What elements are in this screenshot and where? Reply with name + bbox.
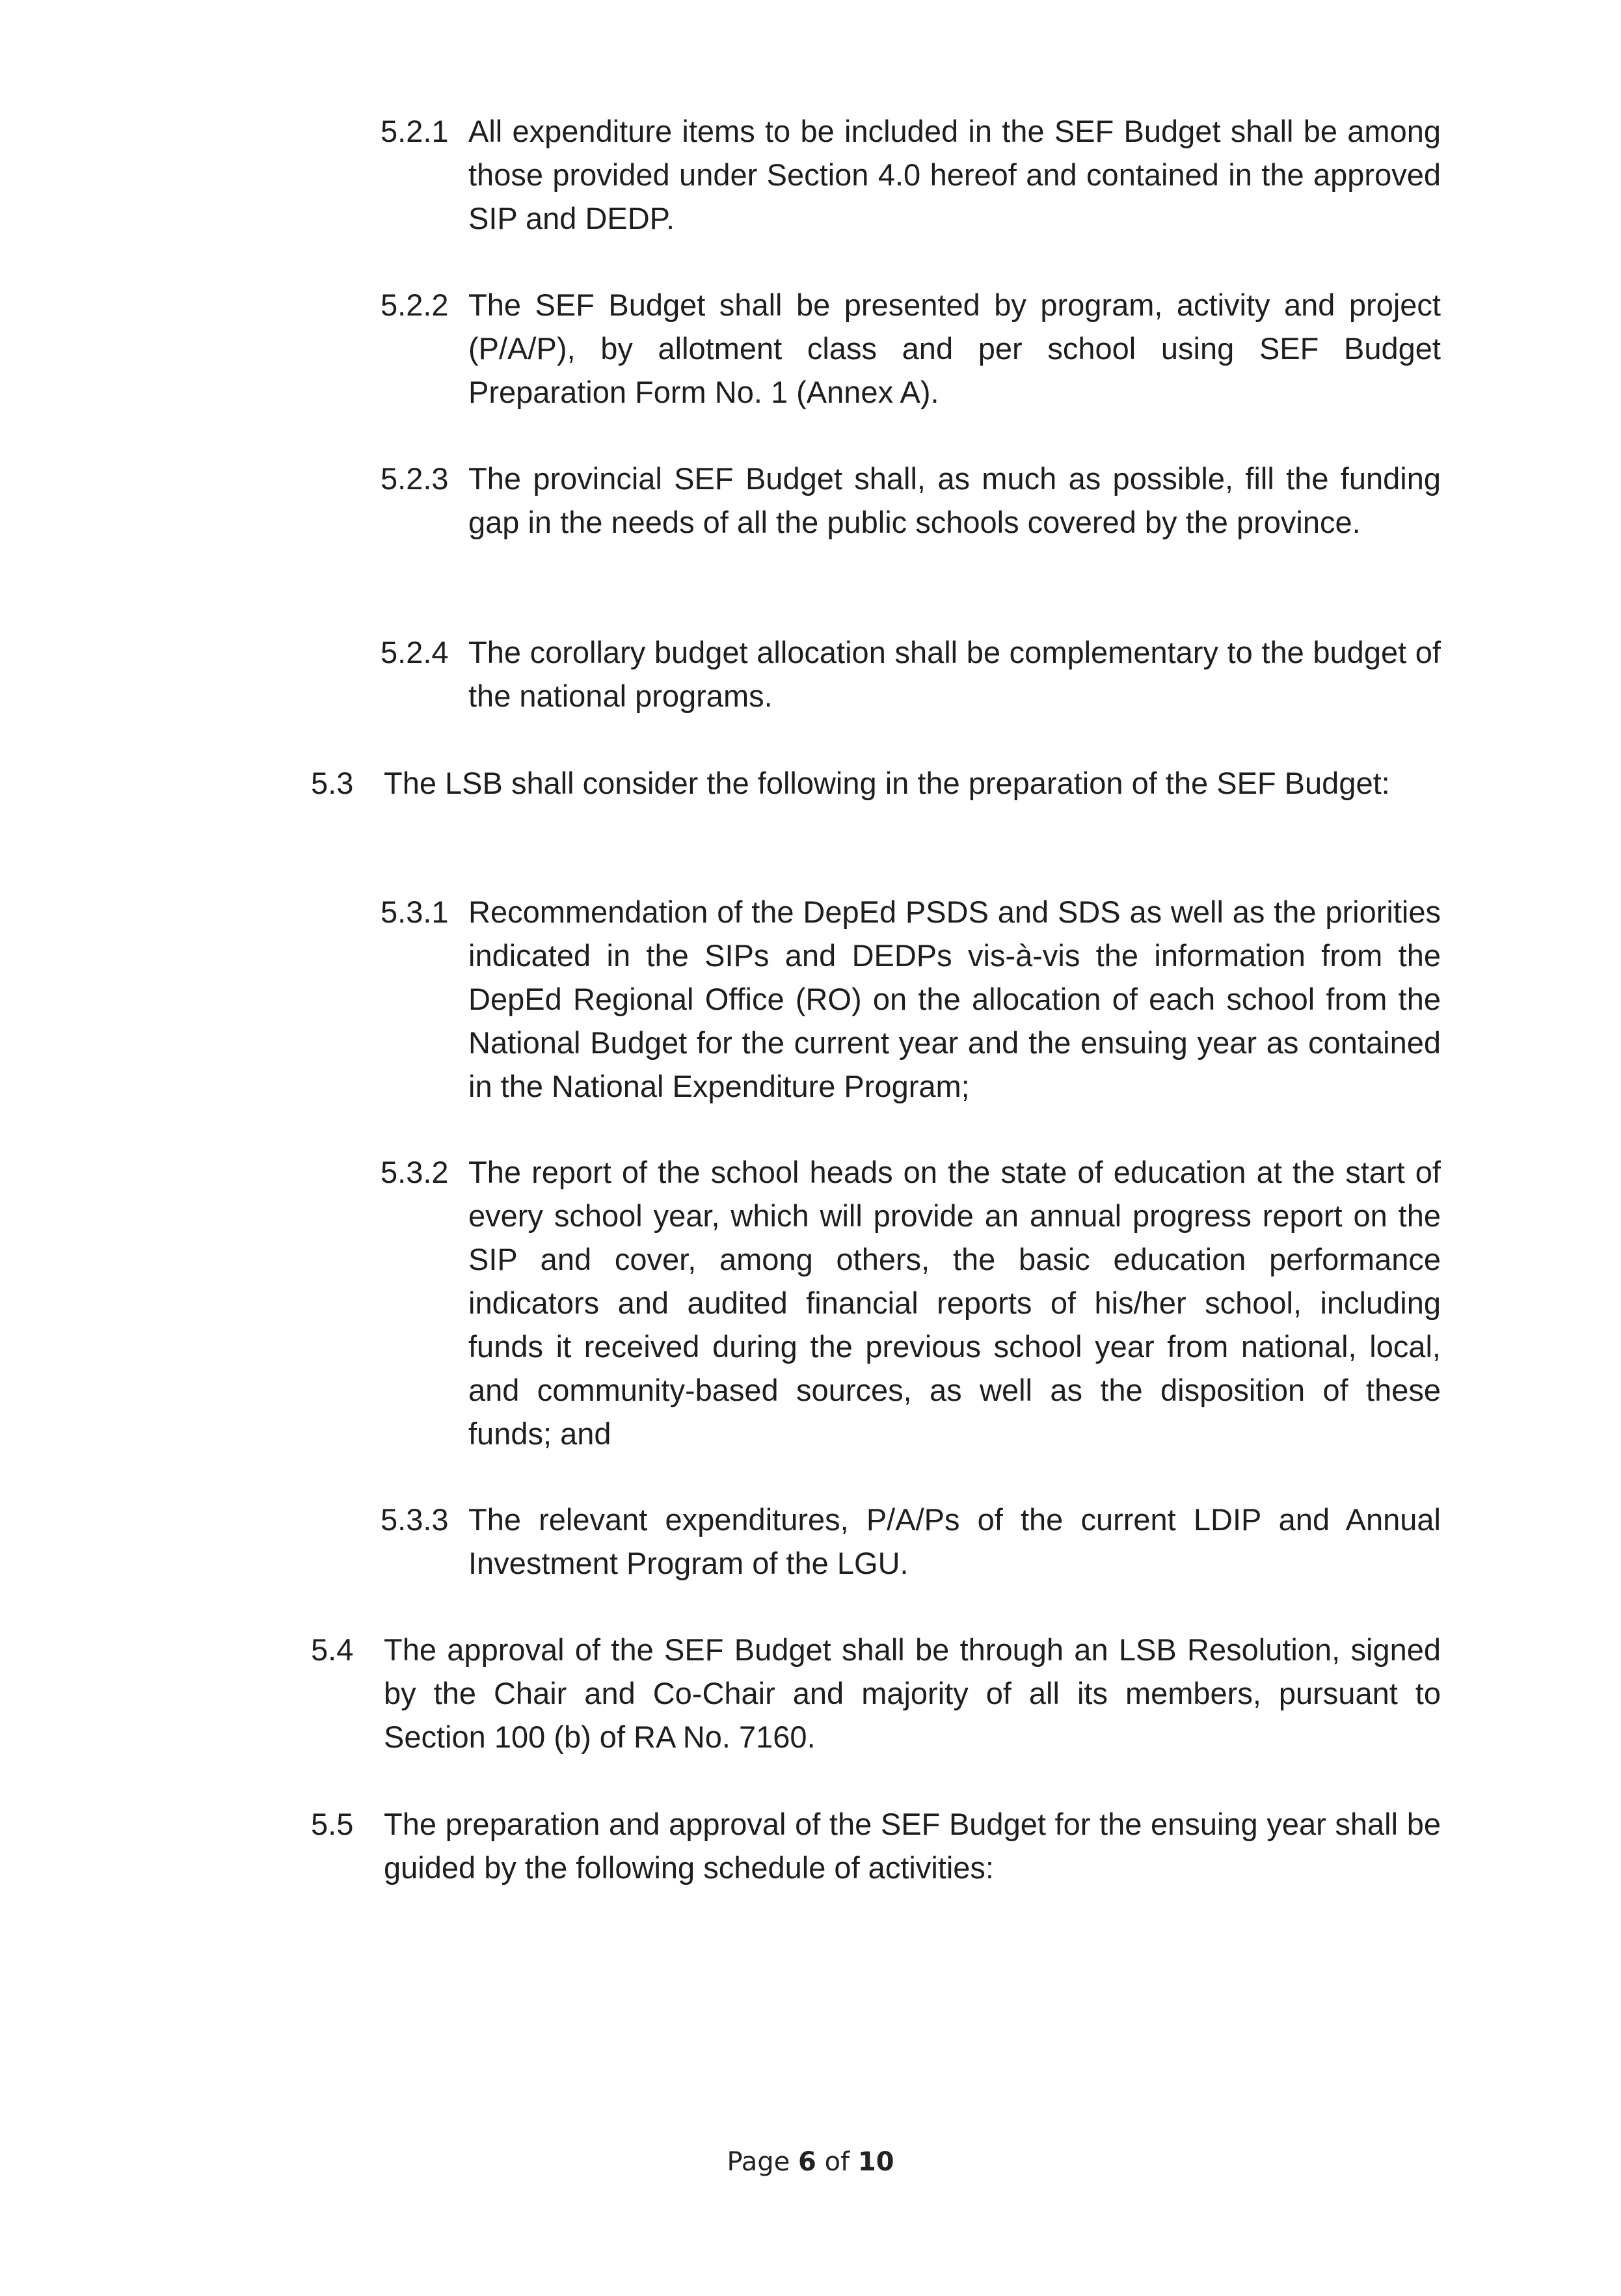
- item-text: The preparation and approval of the SEF Budget for the ensuing year shall be guided by the following schedule of activities:: [384, 1807, 1441, 1885]
- item-text: The SEF Budget shall be presented by program, activity and project (P/A/P), by allotment class and per school using SEF Budget Preparation Form No. 1 (Annex A).: [468, 288, 1441, 409]
- item-text: The corollary budget allocation shall be complementary to the budget of the national programs.: [468, 635, 1441, 713]
- item-number: 5.2.2: [381, 288, 449, 322]
- section-5-3-3: [381, 1498, 1441, 1585]
- item-text: The provincial SEF Budget shall, as much as possible, fill the funding gap in the needs of all the public schools covered by the province.: [468, 461, 1441, 539]
- section-5-2-3: [381, 457, 1441, 544]
- item-text: All expenditure items to be included in the SEF Budget shall be among those provided under Section 4.0 hereof and contained in the approved SIP and DEDP.: [468, 114, 1441, 236]
- item-number: 5.3: [311, 766, 354, 800]
- item-text: Recommendation of the DepEd PSDS and SDS as well as the priorities indicated in the SIPs and DEDPs vis-à-vis the information from the DepEd Regional Office (RO) on the allocation of each school from the National Budget for the current year and the ensuing year as contained in the National Expenditure Program;: [468, 895, 1441, 1103]
- section-5-5: [311, 1802, 1441, 1889]
- item-number: 5.3.1: [381, 895, 449, 929]
- item-text: The report of the school heads on the state of education at the start of every school year, which will provide an annual progress report on the SIP and cover, among others, the basic education performance indicators and audited financial reports of his/her school, including funds it received during the previous school year from national, local, and community-based sources, as well as the disposition of these funds; and: [468, 1155, 1441, 1451]
- section-5-2-1: [381, 109, 1441, 240]
- item-number: 5.5: [311, 1807, 354, 1841]
- section-5-2-2: [381, 283, 1441, 414]
- section-5-3-1: [381, 890, 1441, 1108]
- section-5-3: [311, 761, 1441, 805]
- section-5-2-4: [381, 630, 1441, 718]
- item-number: 5.2.3: [381, 461, 449, 496]
- item-text: The approval of the SEF Budget shall be through an LSB Resolution, signed by the Chair and Co-Chair and majority of all its members, pursuant to Section 100 (b) of RA No. 7160.: [384, 1632, 1441, 1754]
- page-footer: [0, 2147, 1621, 2177]
- page-current: 6: [798, 2147, 816, 2177]
- page-label: Page: [727, 2147, 790, 2177]
- item-number: 5.2.1: [381, 114, 449, 148]
- item-text: The relevant expenditures, P/A/Ps of the current LDIP and Annual Investment Program of the LGU.: [468, 1502, 1441, 1580]
- page-total: 10: [857, 2147, 894, 2177]
- item-text: The LSB shall consider the following in the preparation of the SEF Budget:: [384, 766, 1390, 800]
- item-number: 5.3.3: [381, 1502, 449, 1537]
- item-number: 5.2.4: [381, 635, 449, 669]
- item-number: 5.3.2: [381, 1155, 449, 1189]
- section-5-4: [311, 1628, 1441, 1759]
- page-separator: of: [824, 2147, 850, 2177]
- item-number: 5.4: [311, 1632, 354, 1667]
- section-5-3-2: [381, 1150, 1441, 1455]
